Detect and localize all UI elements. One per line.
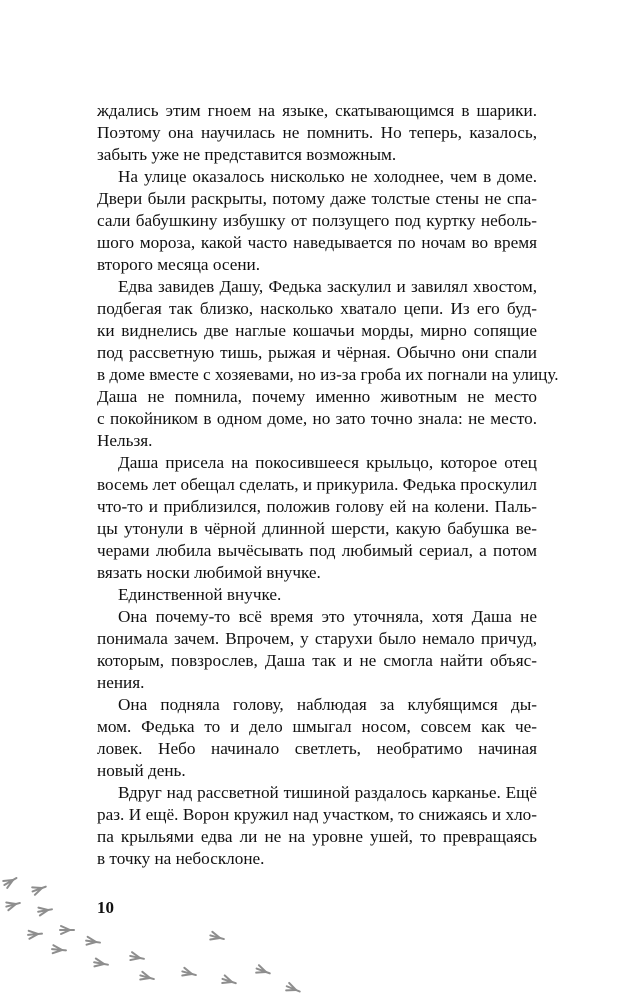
text-line: нения. (97, 673, 145, 692)
text-line: ловек. Небо начинало светлеть, необратимо начиная (97, 739, 537, 758)
text-line: мом. Федька то и дело шмыгал носом, совсем как че- (97, 717, 537, 736)
text-line: с покойником в одном доме, но зато точно знала: не место. (97, 409, 537, 428)
text-line: в точку на небосклоне. (97, 849, 265, 868)
text-line: второго месяца осени. (97, 255, 261, 274)
text-line: что-то и приблизился, положив голову ей на колени. Паль- (97, 497, 537, 516)
text-line: новый день. (97, 761, 186, 780)
text-line: шого мороза, какой часто наведывается по ночам во время (97, 233, 537, 252)
text-line: которым, повзрослев, Даша так и не смогла найти объяс- (97, 651, 537, 670)
text-line: Даша не помнила, почему именно животным не место (97, 387, 537, 406)
text-line: ждались этим гноем на языке, скатывающимся в шарики. (97, 101, 537, 120)
text-line: раз. И ещё. Ворон кружил над участком, то снижаясь и хло- (97, 805, 537, 824)
text-line: Она подняла голову, наблюдая за клубящимся ды- (118, 695, 537, 714)
text-line: подбегая так близко, насколько хватало цепи. Из его буд- (97, 299, 537, 318)
text-line: Она почему-то всё время это уточняла, хотя Даша не (118, 607, 537, 626)
page-number: 10 (97, 898, 114, 917)
text-line: черами любила вычёсывать под любимый сериал, а потом (97, 541, 537, 560)
text-line: ки виднелись две наглые кошачьи морды, мирно сопящие (97, 321, 537, 340)
text-line: Двери были раскрыты, потому даже толстые стены не спа- (97, 189, 537, 208)
text-line: Едва завидев Дашу, Федька заскулил и завилял хвостом, (118, 277, 537, 296)
text-line: Поэтому она научилась не помнить. Но теперь, казалось, (97, 123, 537, 142)
text-line: па крыльями едва ли не на уровне ушей, то превращаясь (97, 827, 537, 846)
bird-tracks-ornament (0, 870, 320, 1000)
text-line: Нельзя. (97, 431, 153, 450)
text-line: забыть уже не представится возможным. (97, 145, 397, 164)
text-line: в доме вместе с хозяевами, но из-за гроба их погнали на улицу. (97, 365, 559, 384)
text-line: под рассветную тишь, рыжая и чёрная. Обычно они спали (97, 343, 537, 362)
text-line: На улице оказалось нисколько не холоднее, чем в доме. (118, 167, 537, 186)
text-line: сали бабушкину избушку от ползущего под куртку неболь- (97, 211, 537, 230)
text-line: цы утонули в чёрной длинной шерсти, какую бабушка ве- (97, 519, 537, 538)
text-line: вязать носки любимой внучке. (97, 563, 321, 582)
text-line: понимала зачем. Впрочем, у старухи было немало причуд, (97, 629, 537, 648)
text-line: Вдруг над рассветной тишиной раздалось карканье. Ещё (118, 783, 537, 802)
text-line: Даша присела на покосившееся крыльцо, которое отец (118, 453, 537, 472)
text-line: восемь лет обещал сделать, и прикурила. Федька проскулил (97, 475, 537, 494)
text-line: Единственной внучке. (118, 585, 282, 604)
